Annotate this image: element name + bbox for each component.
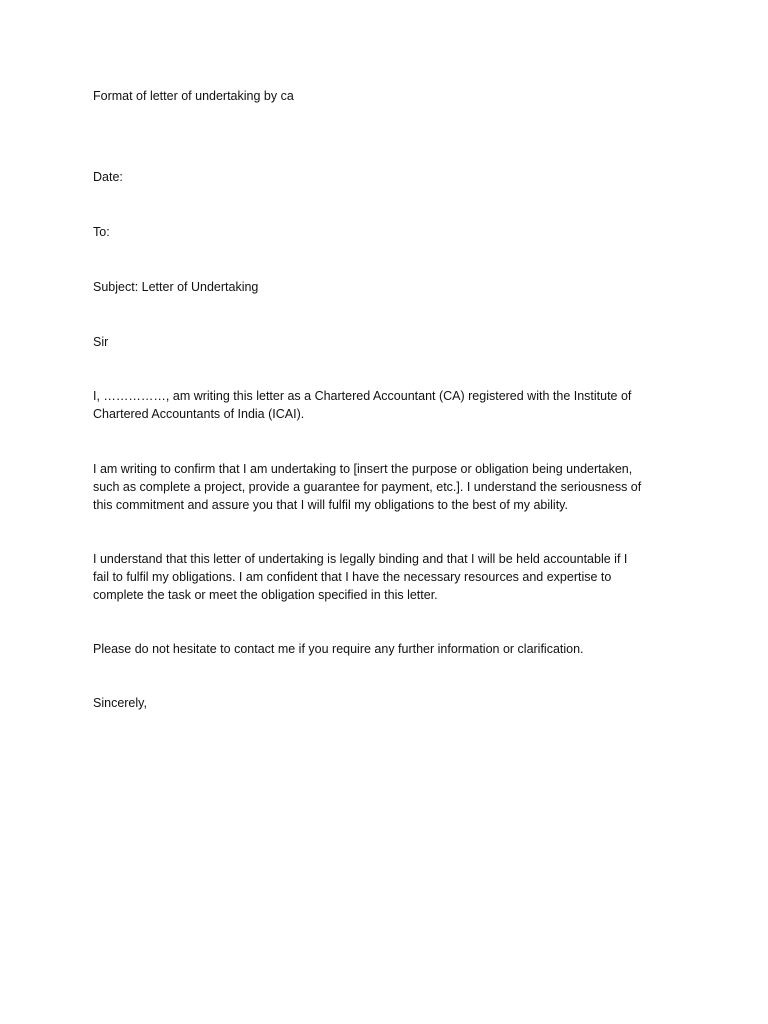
paragraph-line: I understand that this letter of undertaking is legally binding and that I will be held accountable if I	[93, 552, 628, 566]
paragraph-line: such as complete a project, provide a guarantee for payment, etc.]. I understand the seriousness of	[93, 480, 642, 494]
date-label: Date:	[93, 170, 123, 184]
paragraph-line: this commitment and assure you that I will fulfil my obligations to the best of my ability.	[93, 498, 568, 512]
to-label: To:	[93, 225, 110, 239]
document-heading: Format of letter of undertaking by ca	[93, 89, 294, 103]
paragraph-line: Chartered Accountants of India (ICAI).	[93, 407, 305, 421]
paragraph-introduction	[93, 387, 683, 423]
paragraph-line: I, ……………, am writing this letter as a Chartered Accountant (CA) registered with the Institute of	[93, 389, 632, 403]
paragraph-line: fail to fulfil my obligations. I am confident that I have the necessary resources and expertise to	[93, 570, 612, 584]
paragraph-binding	[93, 550, 683, 604]
paragraph-line: I am writing to confirm that I am undertaking to [insert the purpose or obligation being undertaken,	[93, 462, 633, 476]
paragraph-line: complete the task or meet the obligation specified in this letter.	[93, 588, 438, 602]
subject-line: Subject: Letter of Undertaking	[93, 280, 259, 294]
closing: Sincerely,	[93, 696, 147, 710]
paragraph-contact: Please do not hesitate to contact me if you require any further information or clarification.	[93, 642, 584, 656]
paragraph-confirmation	[93, 460, 683, 514]
salutation: Sir	[93, 335, 109, 349]
